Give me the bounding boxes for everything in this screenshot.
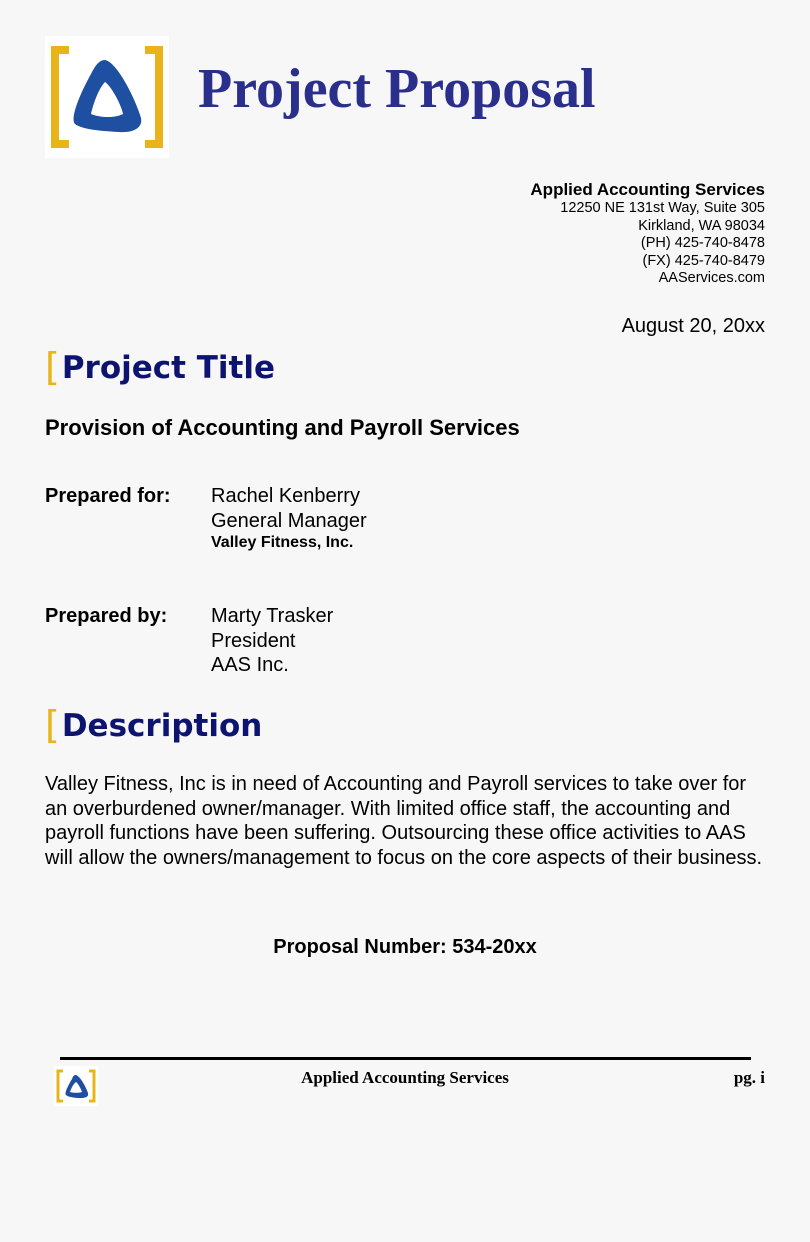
address-line-phone: (PH) 425-740-8478 xyxy=(640,235,765,251)
company-name: Applied Accounting Services xyxy=(530,180,765,199)
bracket-icon: [ xyxy=(45,345,60,389)
address-line-website: AAServices.com xyxy=(658,270,765,286)
prepared-by-name: Marty Trasker xyxy=(211,605,334,627)
prepared-for-title: General Manager xyxy=(211,509,367,532)
footer-company-name: Applied Accounting Services xyxy=(301,1068,509,1087)
address-line-city: Kirkland, WA 98034 xyxy=(638,217,765,234)
prepared-for-label: Prepared for: xyxy=(45,485,171,507)
address-line-street: 12250 NE 131st Way, Suite 305 xyxy=(560,200,765,216)
footer-divider xyxy=(60,1057,751,1060)
prepared-by-label: Prepared by: xyxy=(45,605,168,627)
prepared-for-company: Valley Fitness, Inc. xyxy=(211,534,354,551)
prepared-by-details xyxy=(211,604,333,678)
section-heading-text: Project Title xyxy=(61,350,276,386)
section-heading-project-title xyxy=(45,345,276,389)
document-date: August 20, 20xx xyxy=(621,315,765,337)
footer-page-number: pg. i xyxy=(733,1068,765,1087)
section-heading-text: Description xyxy=(61,708,263,744)
address-line-fax: (FX) 425-740-8479 xyxy=(642,252,765,269)
prepared-by-title: President xyxy=(211,629,296,652)
section-heading-description xyxy=(45,703,263,747)
company-address-block xyxy=(405,180,765,288)
bracket-icon: [ xyxy=(45,703,60,747)
aas-triangle-logo-icon xyxy=(45,36,169,158)
prepared-by-company: AAS Inc. xyxy=(211,654,289,676)
proposal-number: Proposal Number: 534-20xx xyxy=(273,936,537,958)
prepared-for-name: Rachel Kenberry xyxy=(211,485,360,507)
description-paragraph: Valley Fitness, Inc is in need of Accounting and Payroll services to take over for an overburdened owner/manager. With limited office staff, the accounting and payroll functions have been suffering. Outsourcing these office activities to AAS will allow the owners/management to focus on the core aspects of their business. xyxy=(45,773,763,869)
prepared-for-details xyxy=(211,484,367,553)
document-title: Project Proposal xyxy=(198,58,596,120)
project-name: Provision of Accounting and Payroll Services xyxy=(45,415,520,440)
